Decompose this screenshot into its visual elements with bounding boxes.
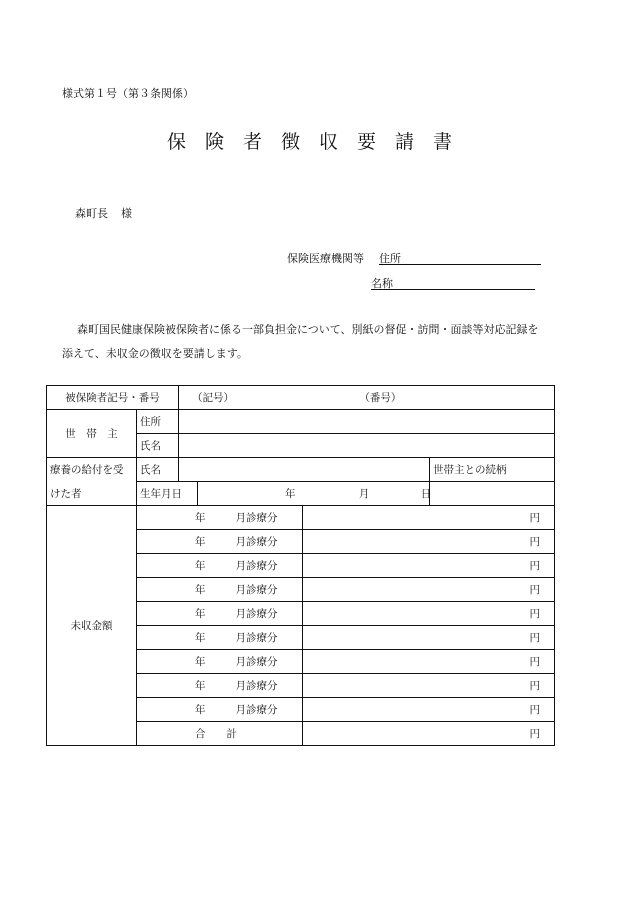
period-amount-field[interactable] <box>303 506 555 530</box>
yen-label: 円 <box>529 560 541 572</box>
relation-field[interactable] <box>430 482 555 506</box>
addressee-honorific: 様 <box>121 207 132 220</box>
yen-label: 円 <box>529 680 541 692</box>
period-field[interactable] <box>137 674 303 698</box>
period-year-label: 年 <box>195 656 206 668</box>
recipient-name-row <box>47 458 555 482</box>
period-amount-field[interactable] <box>303 698 555 722</box>
period-month-label: 月診療分 <box>235 560 278 572</box>
recipient-label-1: 療養の給付を受 <box>47 458 137 482</box>
yen-label: 円 <box>529 728 541 740</box>
period-month-label: 月診療分 <box>235 536 278 548</box>
unpaid-period-row <box>47 506 555 530</box>
period-year-label: 年 <box>195 632 206 644</box>
recipient-label-2: けた者 <box>47 482 137 506</box>
period-field[interactable] <box>137 578 303 602</box>
period-year-label: 年 <box>195 584 206 596</box>
period-field[interactable] <box>137 602 303 626</box>
household-address-field[interactable] <box>179 410 555 434</box>
insured-id-field[interactable] <box>179 386 555 410</box>
birth-label: 生年月日 <box>137 482 198 506</box>
form-number: 様式第１号（第３条関係） <box>62 87 194 100</box>
recipient-birth-row <box>47 482 555 506</box>
period-year-label: 年 <box>195 560 206 572</box>
period-amount-field[interactable] <box>303 626 555 650</box>
period-year-label: 年 <box>195 704 206 716</box>
period-month-label: 月診療分 <box>235 680 278 692</box>
yen-label: 円 <box>529 632 541 644</box>
recipient-name-label: 氏名 <box>137 458 179 482</box>
yen-label: 円 <box>529 704 541 716</box>
period-year-label: 年 <box>195 608 206 620</box>
period-field[interactable] <box>137 530 303 554</box>
yen-label: 円 <box>529 512 541 524</box>
period-amount-field[interactable] <box>303 602 555 626</box>
sender-name-label: 名称 <box>371 277 393 290</box>
body-text-line-2: 添えて、未収金の徴収を要請します。 <box>62 347 248 360</box>
sender-name-field[interactable] <box>371 289 535 290</box>
period-month-label: 月診療分 <box>235 608 278 620</box>
period-amount-field[interactable] <box>303 650 555 674</box>
household-name-label: 氏名 <box>137 434 179 458</box>
period-year-label: 年 <box>195 680 206 692</box>
period-field[interactable] <box>137 506 303 530</box>
yen-label: 円 <box>529 656 541 668</box>
period-year-label: 年 <box>195 512 206 524</box>
sender-address-label: 住所 <box>379 252 401 265</box>
body-text-line-1: 森町国民健康保険被保険者に係る一部負担金について、別紙の督促・訪問・面談等対応記録を <box>77 323 539 336</box>
period-year-label: 年 <box>195 536 206 548</box>
total-label-cell <box>137 722 303 746</box>
period-month-label: 月診療分 <box>235 704 278 716</box>
household-head-label: 世 帯 主 <box>47 410 137 458</box>
document-title: 保険者徴収要請書 <box>166 131 471 153</box>
institution-label: 保険医療機関等 <box>287 252 364 265</box>
period-month-label: 月診療分 <box>235 584 278 596</box>
period-amount-field[interactable] <box>303 554 555 578</box>
total-label: 合 計 <box>195 728 237 740</box>
kigou-label: （記号） <box>192 392 234 404</box>
period-field[interactable] <box>137 698 303 722</box>
insured-id-label: 被保険者記号・番号 <box>47 386 179 410</box>
household-address-row <box>47 410 555 434</box>
insured-id-row <box>47 386 555 410</box>
period-field[interactable] <box>137 554 303 578</box>
yen-label: 円 <box>529 584 541 596</box>
yen-label: 円 <box>529 536 541 548</box>
period-month-label: 月診療分 <box>235 656 278 668</box>
household-address-label: 住所 <box>137 410 179 434</box>
bangou-label: （番号） <box>359 392 402 404</box>
addressee-name: 森町長 <box>75 207 108 220</box>
birth-month-label: 月 <box>358 488 370 500</box>
request-form-table <box>46 385 555 746</box>
birth-date-field[interactable] <box>198 482 430 506</box>
total-amount-field[interactable] <box>303 722 555 746</box>
recipient-name-field[interactable] <box>179 458 430 482</box>
period-month-label: 月診療分 <box>235 512 278 524</box>
period-field[interactable] <box>137 650 303 674</box>
birth-year-label: 年 <box>285 488 296 500</box>
relation-label: 世帯主との続柄 <box>430 458 555 482</box>
yen-label: 円 <box>529 608 541 620</box>
household-name-field[interactable] <box>179 434 555 458</box>
period-amount-field[interactable] <box>303 530 555 554</box>
birth-day-label: 日 <box>420 488 432 500</box>
unpaid-amount-label: 未収金額 <box>47 506 137 746</box>
period-amount-field[interactable] <box>303 578 555 602</box>
period-month-label: 月診療分 <box>235 632 278 644</box>
sender-address-field[interactable] <box>379 264 541 265</box>
period-amount-field[interactable] <box>303 674 555 698</box>
period-field[interactable] <box>137 626 303 650</box>
